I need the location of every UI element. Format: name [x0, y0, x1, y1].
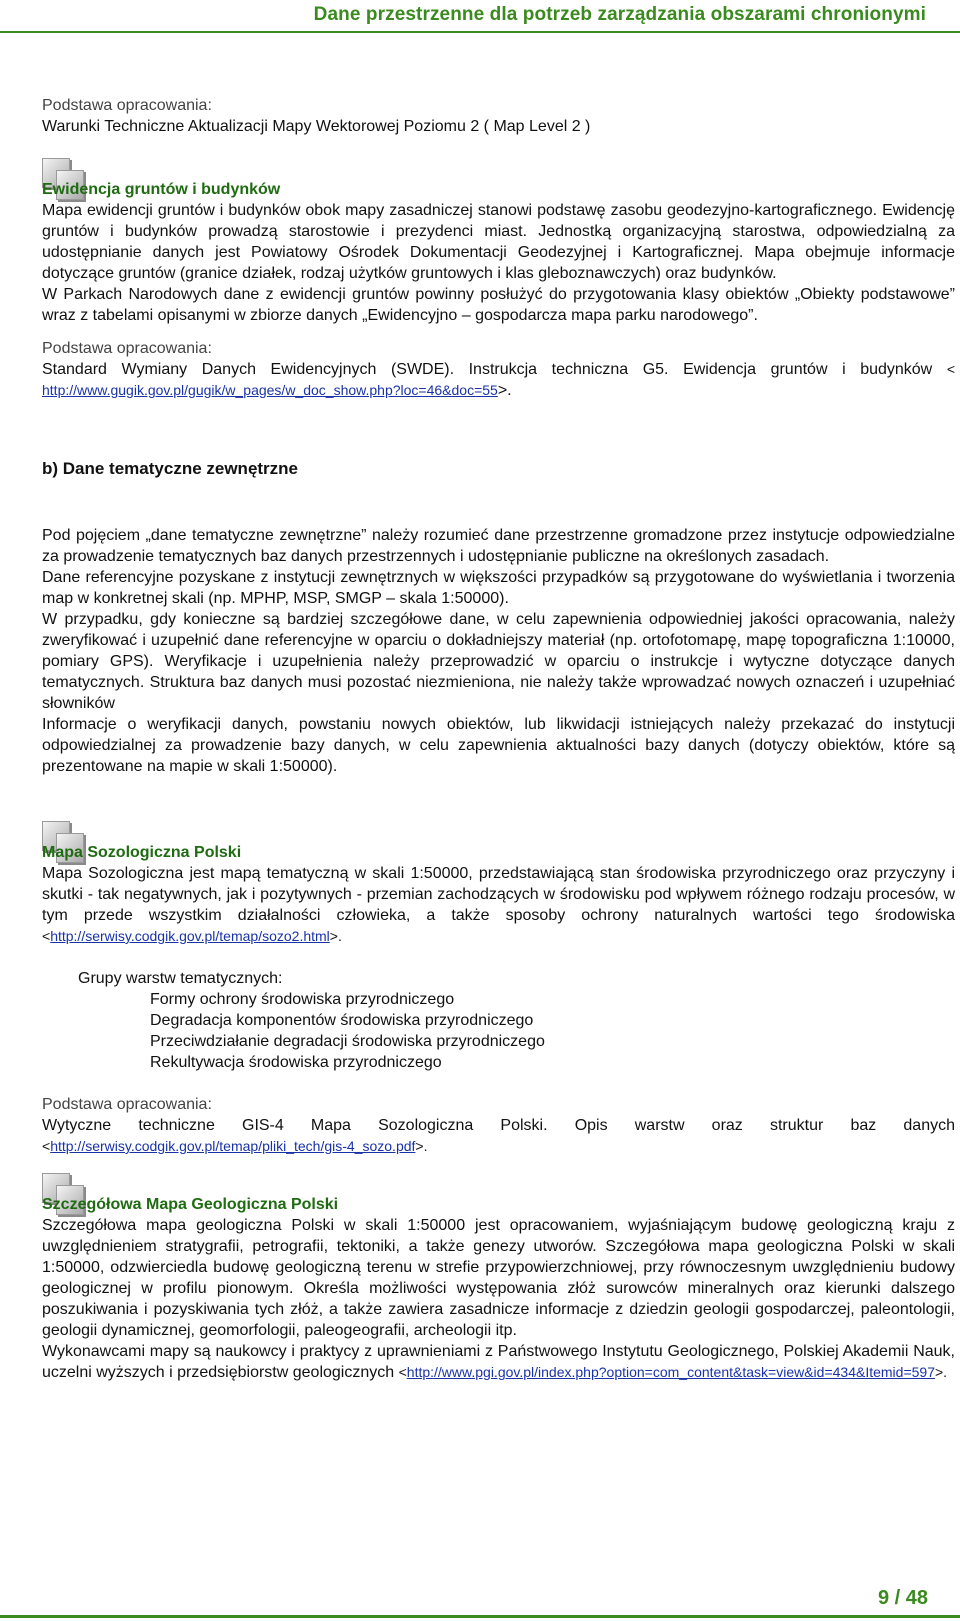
sozo-group-item: Rekultywacja środowiska przyrodniczego	[150, 1054, 442, 1071]
section-b-paragraph-3: W przypadku, gdy konieczne są bardziej szczegółowe dane, w celu zapewnienia odpowiedniej jakości opracowania, należy zweryfikować i uzupełnić dane referencyjne w oparciu o dokładniejszy materiał (np. ortofotomapę, mapę topograficzna 1:10000, pomiary GPS). Weryfikacje i uzupełnienia należy przeprowadzić w oparciu o instrukcje i wytyczne dotyczące danych tematycznych. Struktura baz danych musi pozostać niezmieniona, nie należy także wprowadzać nowych oznaczeń i uzupełniać słowników	[42, 611, 955, 712]
ewidencja-basis-label: Podstawa opracowania:	[42, 340, 212, 357]
running-header-title: Dane przestrzenne dla potrzeb zarządzania obszarami chronionymi	[313, 4, 926, 25]
sozo-p1-gt: >.	[329, 928, 342, 944]
sozo-group-item: Przeciwdziałanie degradacji środowiska przyrodniczego	[150, 1033, 545, 1050]
ewidencja-source-gt: >.	[497, 382, 512, 399]
ewidencja-heading-row	[42, 158, 955, 200]
header-divider	[0, 31, 960, 33]
geo-heading-row	[42, 1173, 955, 1215]
sozo-source-lt: <	[42, 1138, 51, 1154]
sozo-heading-row	[42, 821, 955, 863]
ewidencja-basis-text	[42, 359, 955, 401]
document-body	[42, 95, 955, 1383]
section-b-paragraph-4: Informacje o weryfikacji danych, powstaniu nowych obiektów, lub likwidacji istniejących należy przekazać do instytucji odpowiedzialnej za prowadzenie bazy danych, w celu zapewnienia aktualności bazy danych (dotyczy obiektów, które są prezentowane na mapie w skali 1:50000).	[42, 716, 955, 775]
geo-link[interactable]: http://www.pgi.gov.pl/index.php?option=com_content&task=view&id=434&Itemid=597	[406, 1364, 935, 1380]
sozo-basis-text	[42, 1115, 955, 1157]
sozo-group-item: Degradacja komponentów środowiska przyrodniczego	[150, 1012, 534, 1029]
geo-paragraph-2	[42, 1341, 955, 1383]
section-b-heading: b) Dane tematyczne zewnętrzne	[42, 459, 299, 478]
section-b-paragraph-2: Dane referencyjne pozyskane z instytucji zewnętrznych w większości przypadków są przygotowane do wyświetlania i tworzenia map w konkretnej skali (np. MPHP, MSP, SMGP – skala 1:50000).	[42, 569, 955, 607]
geo-p2-lt: <	[398, 1364, 407, 1380]
page-number: 9 / 48	[877, 1587, 928, 1609]
sozo-p1-lt: <	[42, 928, 51, 944]
sozo-link[interactable]: http://serwisy.codgik.gov.pl/temap/sozo2.html	[50, 928, 330, 944]
ewidencja-paragraph-2: W Parkach Narodowych dane z ewidencji gruntów powinny posłużyć do przygotowania klasy obiektów „Obiekty podstawowe” wraz z tabelami opisanymi w zbiorze danych „Ewidencyjno – gospodarcza mapa parku narodowego”.	[42, 286, 955, 324]
ewidencja-heading: Ewidencja gruntów i budynków	[42, 181, 281, 198]
basis-label: Podstawa opracowania:	[42, 97, 212, 114]
sozo-source-link[interactable]: http://serwisy.codgik.gov.pl/temap/pliki_tech/gis-4_sozo.pdf	[50, 1138, 416, 1154]
geo-paragraph-1: Szczegółowa mapa geologiczna Polski w skali 1:50000 jest opracowaniem, wyjaśniającym budowę geologiczną kraju z uwzględnieniem stratygrafii, petrografii, tektoniki, a także genezy utworów. Szczegółowa mapa geologiczna Polski w skali 1:50000, odzwierciedla budowę geologiczną terenu w strefie przypowierzchniowej, przy równoczesnym uwzględnieniu budowy geologicznej w profilu pionowym. Określa możliwości występowania złóż surowców mineralnych oraz kierunki dalszego poszukiwania i pozyskiwania tych złóż, a także zawiera zasadnicze informacje z dziedzin geologii gospodarczej, paleontologii, geologii dynamicznej, geomorfologii, paleogeografii, archeologii itp.	[42, 1217, 955, 1339]
ewidencja-paragraph-1: Mapa ewidencji gruntów i budynków obok mapy zasadniczej stanowi podstawę zasobu geodezyjno-kartograficznego. Ewidencję gruntów i budynków prowadzą starostowie i prezydenci miast. Jednostką organizacyjną starostwa, odpowiedzialną za udostępnianie danych jest Powiatowy Ośrodek Dokumentacji Geodezyjnej i Kartograficznej. Mapa obejmuje informacje dotyczące gruntów (granice działek, rodzaj użytków gruntowych i klas gleboznawczych) oraz budynków.	[42, 202, 955, 282]
ewidencja-source-link[interactable]: http://www.gugik.gov.pl/gugik/w_pages/w_doc_show.php?loc=46&doc=55	[42, 382, 498, 398]
sozo-group-item: Formy ochrony środowiska przyrodniczego	[150, 991, 455, 1008]
basis-text: Warunki Techniczne Aktualizacji Mapy Wektorowej Poziomu 2 ( Map Level 2 )	[42, 118, 591, 135]
section-b-paragraph-1: Pod pojęciem „dane tematyczne zewnętrzne” należy rozumieć dane przestrzenne gromadzone przez instytucje odpowiedzialne za prowadzenie tematycznych baz danych przestrzennych i udostępnianie publiczne na określonych zasadach.	[42, 527, 955, 565]
sozo-groups-label: Grupy warstw tematycznych:	[78, 970, 283, 987]
sozo-basis-label: Podstawa opracowania:	[42, 1096, 212, 1113]
sozo-heading: Mapa Sozologiczna Polski	[42, 844, 242, 861]
geo-p2-text: Wykonawcami mapy są naukowcy i praktycy z uprawnieniami z Państwowego Instytutu Geologicznego, Polskiej Akademii Nauk, uczelni wyższych i przedsiębiorstw geologicznych	[42, 1343, 955, 1381]
geo-p2-gt: >.	[934, 1364, 948, 1380]
ewidencja-source-text: Standard Wymiany Danych Ewidencyjnych (SWDE). Instrukcja techniczna G5. Ewidencja gruntów i budynków	[42, 361, 947, 378]
sozo-source-text: Wytyczne techniczne GIS-4 Mapa Sozologiczna Polski. Opis warstw oraz struktur baz danych	[42, 1117, 955, 1134]
sozo-paragraph-1	[42, 863, 955, 947]
geo-heading: Szczegółowa Mapa Geologiczna Polski	[42, 1196, 339, 1213]
ewidencja-source-lt: <	[946, 361, 955, 377]
sozo-p1-text: Mapa Sozologiczna jest mapą tematyczną w skali 1:50000, przedstawiającą stan środowiska przyrodniczego oraz przyczyny i skutki - tak negatywnych, jak i pozytywnych - przemian zachodzących w środowisku pod wpływem różnego rodzaju procesów, w tym przede wszystkim działalności człowieka, a także sposoby ochrony naturalnych wartości tego środowiska	[42, 865, 955, 924]
footer-divider	[0, 1615, 960, 1618]
sozo-source-gt: >.	[415, 1138, 428, 1154]
